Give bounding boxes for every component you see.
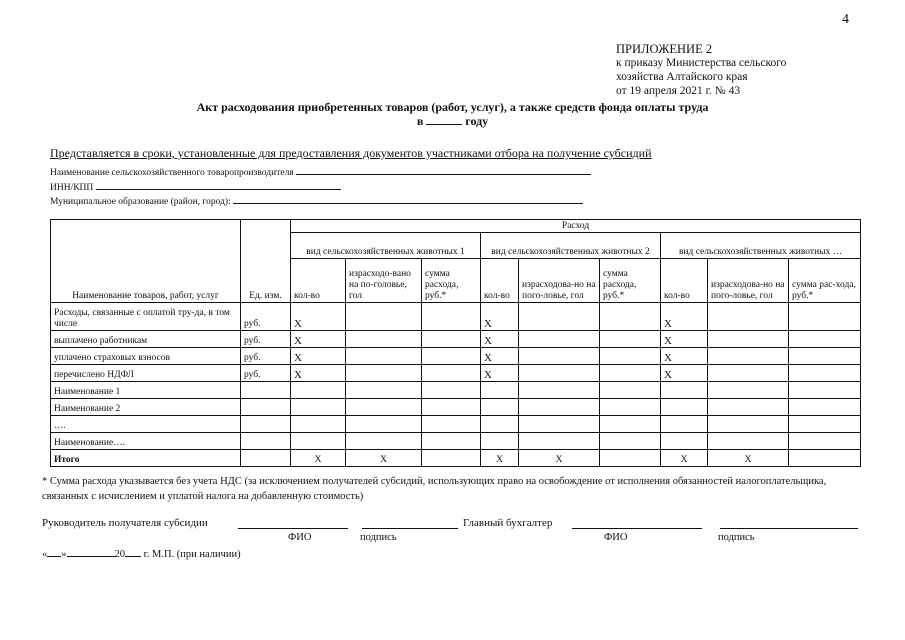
row-mark-cell [789,348,861,365]
row-mark-cell [519,303,600,331]
inn-input[interactable] [96,180,341,190]
head-fio-line[interactable] [238,519,348,529]
header-group-1: вид сельскохозяйственных животных 1 [291,233,481,259]
row-mark-cell [291,382,346,399]
row-mark-cell: X [661,331,708,348]
row-mark-cell [422,416,481,433]
row-mark-cell: X [291,303,346,331]
row-mark-cell [291,416,346,433]
table-row [51,399,861,416]
row-unit: руб. [241,348,291,365]
row-mark-cell [600,365,661,382]
row-name: Наименование 1 [51,382,241,399]
row-mark-cell [600,331,661,348]
accountant-signature-line[interactable] [720,519,858,529]
row-mark-cell [661,399,708,416]
date-close-quote: » [61,549,67,560]
accountant-fio-line[interactable] [572,519,702,529]
appendix-line-1: к приказу Министерства сельского [616,57,787,69]
row-mark-cell [789,399,861,416]
producer-input[interactable] [296,165,591,175]
year-input-short[interactable] [125,547,141,557]
row-mark-cell [422,382,481,399]
header-expense: Расход [291,220,861,233]
row-mark-cell [708,416,789,433]
row-name: Расходы, связанные с оплатой тру-да, в том числе [51,303,241,331]
row-mark-cell [708,382,789,399]
total-mark-cell: X [708,450,789,467]
row-unit: руб. [241,303,291,331]
row-mark-cell [708,348,789,365]
month-input[interactable] [67,547,115,557]
row-mark-cell [708,433,789,450]
row-mark-cell [346,382,422,399]
row-mark-cell [600,416,661,433]
head-signature-caption: подпись [360,532,397,543]
row-mark-cell [708,303,789,331]
header-qty-3: кол-во [661,259,708,303]
date-line [42,547,241,560]
row-mark-cell [346,365,422,382]
row-mark-cell [346,348,422,365]
header-per-head-3: израсходова-но на пого-ловье, гол [708,259,789,303]
date-open-quote: « [42,549,48,560]
document-title-year [0,114,905,128]
row-mark-cell [519,416,600,433]
table-row [51,365,861,382]
row-mark-cell [422,303,481,331]
row-mark-cell [789,382,861,399]
total-mark-cell [422,450,481,467]
row-unit [241,399,291,416]
header-sum-2: сумма расхода, руб.* [600,259,661,303]
year-input[interactable] [426,114,462,125]
header-sum-1: сумма расхода, руб.* [422,259,481,303]
total-mark-cell: X [661,450,708,467]
municipality-input[interactable] [233,194,583,204]
total-mark-cell [600,450,661,467]
footnote: * Сумма расхода указывается без учета НДС (за исключением получателей субсидий, использующих право на освобождение от исполнения обязанностей налогоплательщика, связанных с исчислением и уплатой налога на добавленную стоимость) [42,476,827,502]
row-mark-cell [422,348,481,365]
table-row [51,331,861,348]
row-mark-cell: X [291,365,346,382]
header-per-head-2: израсходова-но на пого-ловье, гол [519,259,600,303]
row-mark-cell [519,433,600,450]
row-mark-cell [600,348,661,365]
header-unit: Ед. изм. [241,220,291,303]
page-number: 4 [842,12,849,27]
row-mark-cell [519,331,600,348]
appendix-line-2: хозяйства Алтайского края [616,71,748,83]
row-unit [241,433,291,450]
row-mark-cell [708,331,789,348]
header-name: Наименование товаров, работ, услуг [51,220,241,303]
row-name: перечислено НДФЛ [51,365,241,382]
row-mark-cell [481,433,519,450]
table-row [51,382,861,399]
row-mark-cell [291,433,346,450]
row-mark-cell [519,348,600,365]
row-name: Наименование 2 [51,399,241,416]
row-mark-cell: X [481,331,519,348]
row-mark-cell [346,433,422,450]
row-mark-cell [789,433,861,450]
inn-field [50,180,341,193]
title-year-suffix: году [465,114,489,128]
title-year-prefix: в [416,114,424,128]
appendix-line-3: от 19 апреля 2021 г. № 43 [616,85,741,97]
total-mark-cell: X [291,450,346,467]
head-signature-label: Руководитель получателя субсидии [42,517,208,529]
total-mark-cell: X [481,450,519,467]
row-mark-cell [346,416,422,433]
row-name: Наименование…. [51,433,241,450]
row-mark-cell [481,399,519,416]
row-mark-cell [346,303,422,331]
table-row [51,433,861,450]
head-signature-line[interactable] [362,519,458,529]
presentation-note: Представляется в сроки, установленные для предоставления документов участниками отбора на получение субсидий [50,146,652,160]
row-mark-cell [661,382,708,399]
day-input[interactable] [47,547,61,557]
row-mark-cell [600,399,661,416]
accountant-signature-label: Главный бухгалтер [463,517,553,529]
total-mark-cell: X [346,450,422,467]
row-mark-cell [519,365,600,382]
inn-label: ИНН/КПП [50,183,94,193]
table-row [51,303,861,331]
row-mark-cell [600,303,661,331]
municipality-field [50,194,583,207]
row-mark-cell [422,433,481,450]
row-name: выплачено работникам [51,331,241,348]
producer-label: Наименование сельскохозяйственного товаропроизводителя [50,168,294,178]
row-mark-cell [422,331,481,348]
row-mark-cell: X [481,348,519,365]
header-group-2: вид сельскохозяйственных животных 2 [481,233,661,259]
header-per-head-1: израсходо-вано на по-головье, гол [346,259,422,303]
row-mark-cell: X [481,365,519,382]
document-title-line: Акт расходования приобретенных товаров (работ, услуг), а также средств фонда оплаты труда [196,100,709,114]
total-mark-cell: X [519,450,600,467]
header-qty-1: кол-во [291,259,346,303]
row-mark-cell [789,416,861,433]
appendix-block [616,42,786,98]
row-mark-cell [291,399,346,416]
header-qty-2: кол-во [481,259,519,303]
row-mark-cell [789,303,861,331]
total-label: Итого [51,450,241,467]
document-title [0,100,905,128]
row-unit [241,416,291,433]
row-mark-cell [346,399,422,416]
appendix-title: ПРИЛОЖЕНИЕ 2 [616,42,713,56]
head-fio-caption: ФИО [288,532,312,543]
table-body [51,303,861,450]
total-unit-cell [241,450,291,467]
row-unit: руб. [241,365,291,382]
producer-field [50,165,591,178]
seal-note: г. М.П. (при наличии) [143,549,241,560]
total-mark-cell [789,450,861,467]
row-mark-cell [789,331,861,348]
municipality-label: Муниципальное образование (район, город): [50,197,231,207]
row-mark-cell: X [661,303,708,331]
row-mark-cell: X [291,348,346,365]
year-prefix: 20 [114,549,125,560]
row-mark-cell [519,382,600,399]
row-unit: руб. [241,331,291,348]
accountant-fio-caption: ФИО [604,532,628,543]
row-mark-cell [422,399,481,416]
total-row [51,450,861,467]
row-mark-cell: X [291,331,346,348]
row-mark-cell [600,382,661,399]
row-mark-cell: X [661,348,708,365]
row-mark-cell [422,365,481,382]
accountant-signature-caption: подпись [718,532,755,543]
row-mark-cell: X [661,365,708,382]
table-row [51,348,861,365]
row-mark-cell [346,331,422,348]
row-mark-cell [661,416,708,433]
row-mark-cell [481,416,519,433]
row-mark-cell [661,433,708,450]
header-group-3: вид сельскохозяйственных животных … [661,233,861,259]
row-mark-cell [708,399,789,416]
row-name: уплачено страховых взносов [51,348,241,365]
row-mark-cell: X [481,303,519,331]
row-unit [241,382,291,399]
row-mark-cell [600,433,661,450]
expense-table [50,219,861,467]
table-row [51,416,861,433]
row-mark-cell [519,399,600,416]
row-mark-cell [481,382,519,399]
row-mark-cell [708,365,789,382]
header-sum-3: сумма рас-хода, руб.* [789,259,861,303]
row-name: …. [51,416,241,433]
row-mark-cell [789,365,861,382]
